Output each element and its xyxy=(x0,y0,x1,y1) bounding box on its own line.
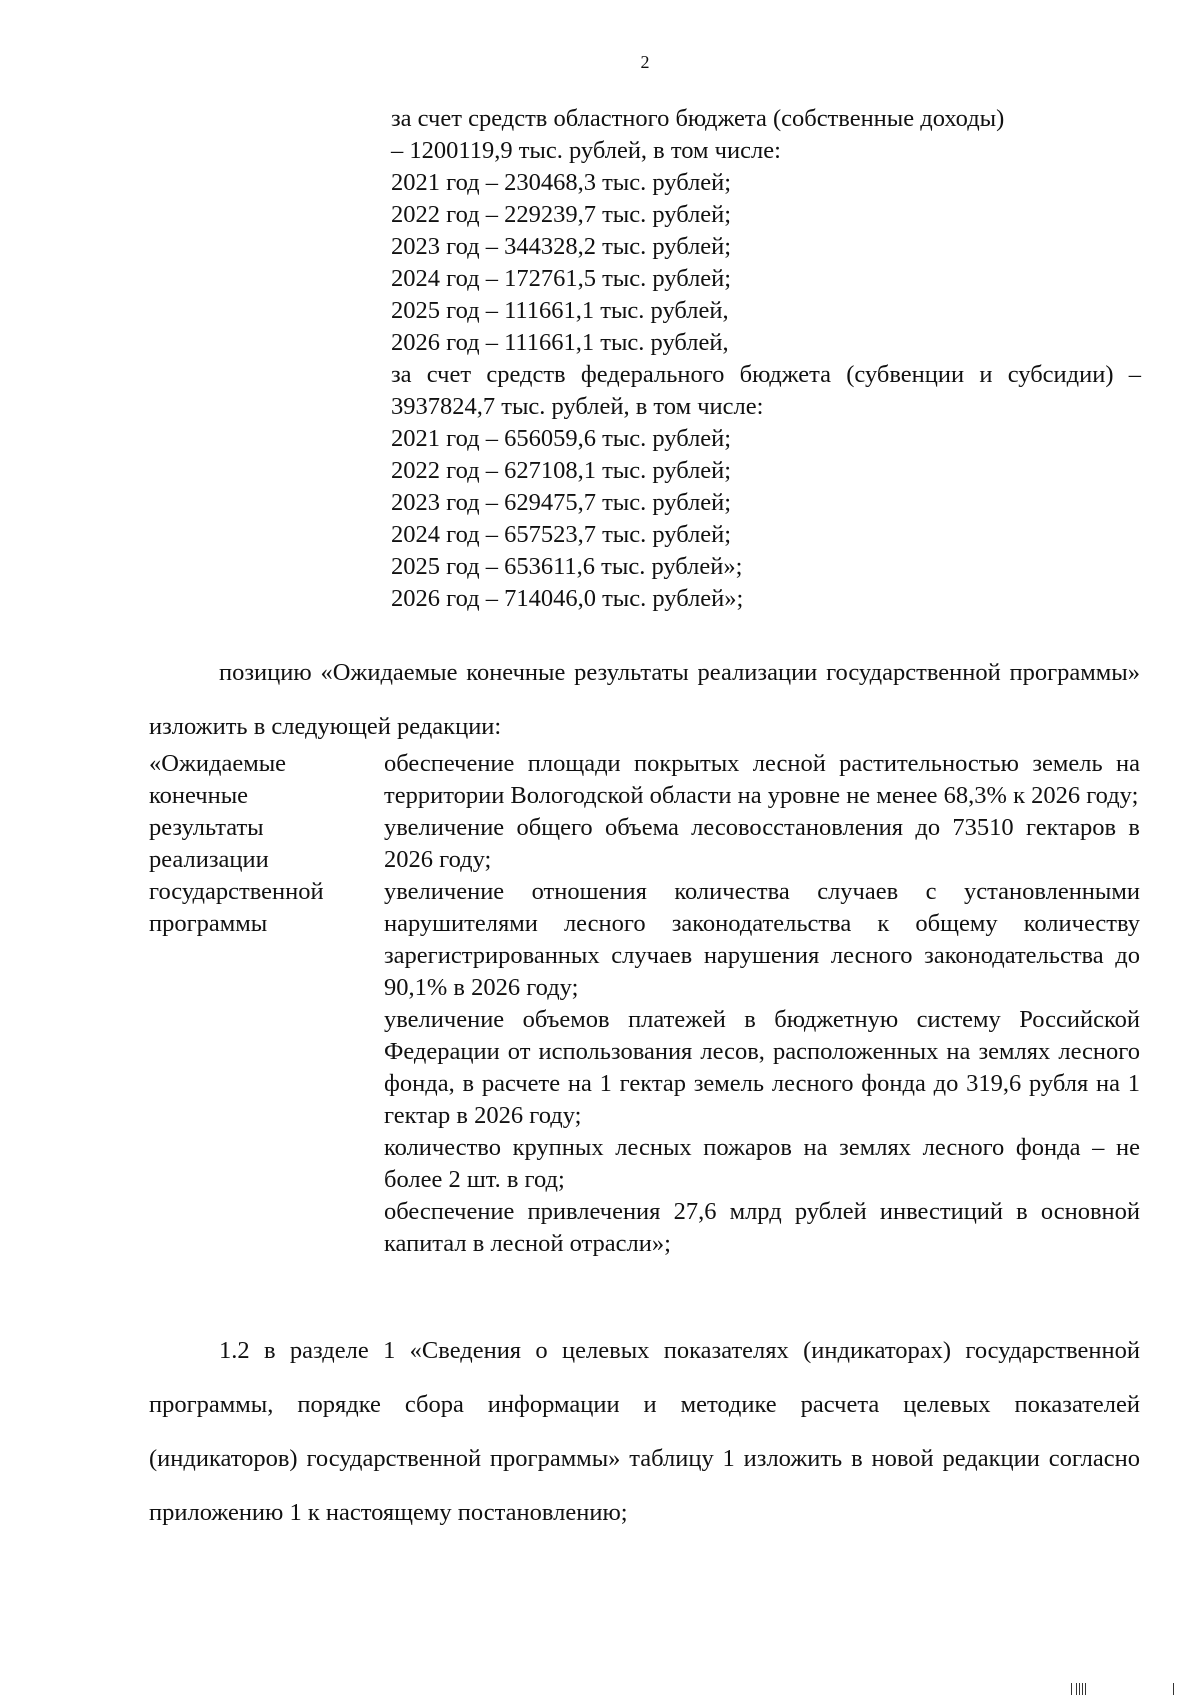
scan-mark xyxy=(1082,1683,1083,1695)
scan-mark xyxy=(1071,1683,1072,1695)
regional-year-line: 2025 год – 111661,1 тыс. рублей, xyxy=(391,297,729,324)
result-item: увеличение объемов платежей в бюджетную систему Российской Федерации от использования лесов, расположенных на землях лесного фонда, в расчете на 1 гектар земель лесного фонда до 319,6 рубля на 1 гектар в 2026 году; xyxy=(384,1006,1140,1129)
section-paragraph: 1.2 в разделе 1 «Сведения о целевых показателях (индикаторах) государственной программы, порядке сбора информации и методике расчета целевых показателей (индикаторов) государственной программы» таблицу 1 изложить в новой редакции согласно приложению 1 к настоящему постановлению; xyxy=(149,1337,1140,1526)
scan-mark xyxy=(1076,1683,1077,1695)
federal-year-line: 2025 год – 653611,6 тыс. рублей»; xyxy=(391,553,743,580)
position-paragraph: позицию «Ожидаемые конечные результаты реализации государственной программы» изложить в следующей редакции: xyxy=(149,659,1140,740)
federal-year-line: 2023 год – 629475,7 тыс. рублей; xyxy=(391,489,732,516)
regional-year-line: 2021 год – 230468,3 тыс. рублей; xyxy=(391,169,732,196)
result-item: увеличение общего объема лесовосстановления до 73510 гектаров в 2026 году; xyxy=(384,814,1140,873)
regional-year-line: 2022 год – 229239,7 тыс. рублей; xyxy=(391,201,732,228)
budget-financing-block xyxy=(391,103,1141,615)
page-number: 2 xyxy=(640,52,650,72)
scan-mark xyxy=(1079,1683,1080,1695)
scan-mark xyxy=(1085,1683,1086,1695)
regional-budget-intro: за счет средств областного бюджета (собственные доходы) xyxy=(391,105,1005,132)
federal-budget-intro: за счет средств федерального бюджета (субвенции и субсидии) – 3937824,7 тыс. рублей, в том числе: xyxy=(391,361,1141,420)
result-item: обеспечение площади покрытых лесной растительностью земель на территории Вологодской области на уровне не менее 68,3% к 2026 году; xyxy=(384,750,1140,809)
regional-year-line: 2026 год – 111661,1 тыс. рублей, xyxy=(391,329,729,356)
regional-budget-total: – 1200119,9 тыс. рублей, в том числе: xyxy=(391,137,781,164)
regional-year-line: 2024 год – 172761,5 тыс. рублей; xyxy=(391,265,732,292)
federal-year-line: 2024 год – 657523,7 тыс. рублей; xyxy=(391,521,732,548)
federal-year-line: 2022 год – 627108,1 тыс. рублей; xyxy=(391,457,732,484)
scan-mark xyxy=(1173,1683,1174,1695)
result-item: обеспечение привлечения 27,6 млрд рублей инвестиций в основной капитал в лесной отрасли»; xyxy=(384,1198,1140,1257)
result-item: количество крупных лесных пожаров на землях лесного фонда – не более 2 шт. в год; xyxy=(384,1134,1140,1193)
results-label-line: реализации xyxy=(149,846,269,873)
federal-year-line: 2026 год – 714046,0 тыс. рублей»; xyxy=(391,585,744,612)
federal-year-line: 2021 год – 656059,6 тыс. рублей; xyxy=(391,425,732,452)
results-label-line: результаты xyxy=(149,814,264,841)
results-list-cell xyxy=(384,748,1140,1260)
results-label-line: программы xyxy=(149,910,268,937)
regional-year-line: 2023 год – 344328,2 тыс. рублей; xyxy=(391,233,732,260)
result-item: увеличение отношения количества случаев с установленными нарушителями лесного законодательства к общему количеству зарегистрированных случаев нарушения лесного законодательства до 90,1% в 2026 году; xyxy=(384,878,1140,1001)
scan-edge-marks xyxy=(1069,1683,1200,1697)
results-label-cell xyxy=(149,748,364,940)
results-label-line: «Ожидаемые xyxy=(149,750,287,777)
results-label-line: конечные xyxy=(149,782,249,809)
results-label-line: государственной xyxy=(149,878,324,905)
